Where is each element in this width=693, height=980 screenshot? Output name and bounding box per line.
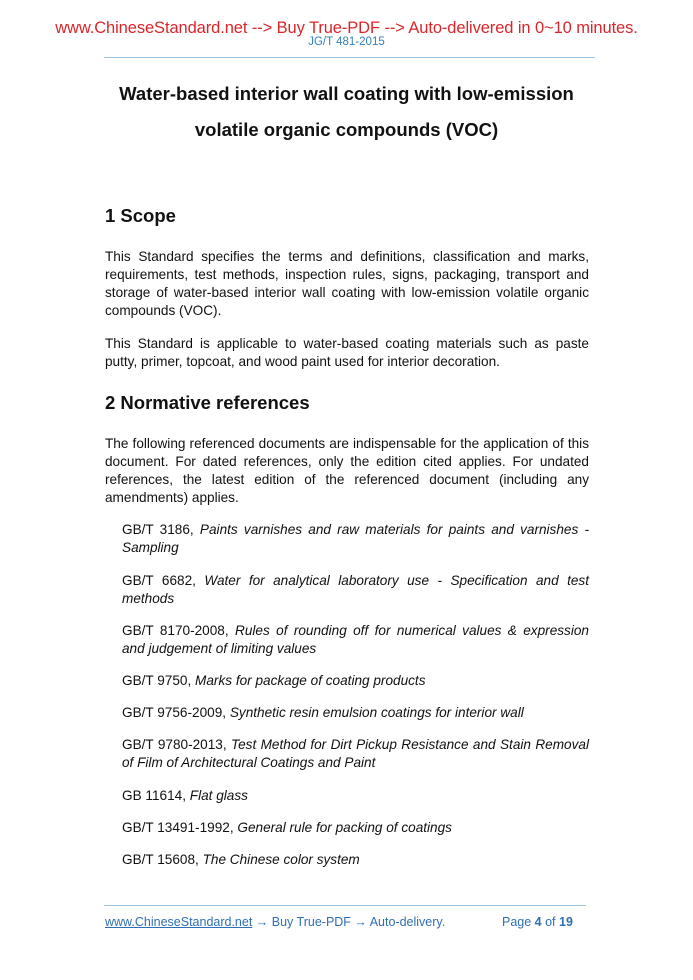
- footer-website-link[interactable]: www.ChineseStandard.net: [105, 915, 253, 929]
- page-label: Page: [502, 915, 535, 929]
- footer-promo: [105, 915, 445, 929]
- section-heading-scope: 1 Scope: [105, 205, 176, 226]
- document-title-line-1: Water-based interior wall coating with low-emission: [119, 83, 574, 104]
- reference-item: [122, 672, 589, 690]
- reference-item: [122, 787, 589, 805]
- reference-title: Water for analytical laboratory use - Specification and test methods: [122, 573, 589, 606]
- reference-code: GB/T 15608,: [122, 852, 203, 867]
- document-title-line-2: volatile organic compounds (VOC): [194, 119, 499, 140]
- reference-title: Paints varnishes and raw materials for paints and varnishes - Sampling: [122, 522, 589, 555]
- reference-title: Test Method for Dirt Pickup Resistance and Stain Removal of Film of Architectural Coatings and Paint: [122, 737, 589, 770]
- reference-item: [122, 622, 589, 658]
- reference-code: GB 11614,: [122, 788, 190, 803]
- reference-code: GB/T 9780-2013,: [122, 737, 232, 752]
- page-total: 19: [559, 915, 573, 929]
- references-intro-paragraph: The following referenced documents are indispensable for the application of this document. For dated references, only the edition cited applies. For undated references, the latest edition of the referenced document (including any amendments) applies.: [105, 436, 589, 505]
- document-code: JG/T 481-2015: [308, 36, 385, 48]
- page-of-label: of: [541, 915, 559, 929]
- reference-title: Flat glass: [189, 788, 248, 803]
- reference-title: Synthetic resin emulsion coatings for interior wall: [229, 705, 524, 720]
- reference-title: Marks for package of coating products: [195, 673, 426, 688]
- reference-title: Rules of rounding off for numerical values & expression and judgement of limiting values: [122, 623, 589, 656]
- page-current: 4: [534, 915, 542, 929]
- footer-divider: [104, 905, 586, 906]
- reference-item: [122, 819, 589, 837]
- reference-title: General rule for packing of coatings: [237, 820, 452, 835]
- scope-paragraph-2: This Standard is applicable to water-based coating materials such as paste putty, primer, topcoat, and wood paint used for interior decoration.: [105, 336, 589, 369]
- reference-code: GB/T 6682,: [122, 573, 205, 588]
- scope-paragraph-1: This Standard specifies the terms and definitions, classification and marks, requirements, test methods, inspection rules, signs, packaging, transport and storage of water-based interior wall coating with low-emission volatile organic compounds (VOC).: [105, 249, 589, 318]
- reference-code: GB/T 9756-2009,: [122, 705, 230, 720]
- section-heading-normative-references: 2 Normative references: [105, 392, 310, 413]
- reference-item: [122, 704, 589, 722]
- page-number: [502, 915, 573, 929]
- reference-code: GB/T 8170-2008,: [122, 623, 236, 638]
- reference-item: [122, 572, 589, 608]
- reference-code: GB/T 13491-1992,: [122, 820, 238, 835]
- reference-title: The Chinese color system: [202, 852, 360, 867]
- reference-code: GB/T 3186,: [122, 522, 200, 537]
- reference-item: [122, 851, 589, 869]
- reference-item: [122, 521, 589, 557]
- header-divider: [104, 57, 595, 58]
- footer-promo-text: → Buy True-PDF → Auto-delivery.: [252, 915, 446, 929]
- reference-code: GB/T 9750,: [122, 673, 196, 688]
- reference-item: [122, 736, 589, 772]
- promo-banner[interactable]: www.ChineseStandard.net --> Buy True-PDF --> Auto-delivered in 0~10 minutes.: [55, 19, 638, 37]
